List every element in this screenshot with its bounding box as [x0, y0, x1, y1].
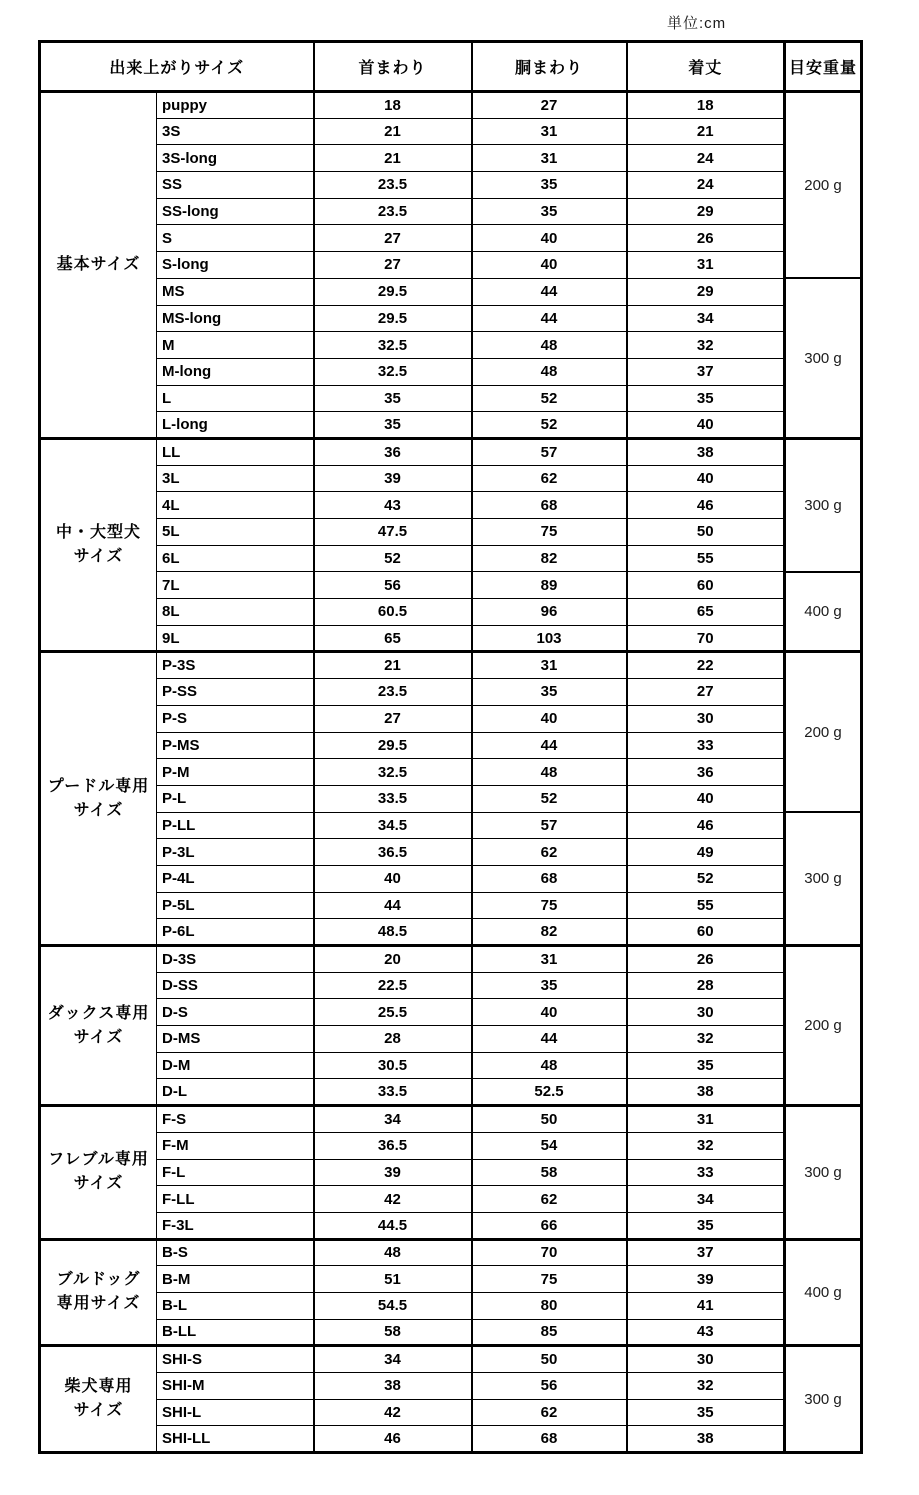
chest-value-cell: 57: [472, 812, 627, 839]
length-value-cell: 32: [627, 1373, 785, 1400]
category-line: サイズ: [73, 801, 124, 819]
category-line: ブルドッグ: [56, 1271, 141, 1289]
chest-value-cell: 35: [472, 172, 627, 199]
chest-value-cell: 85: [472, 1319, 627, 1346]
table-row: [40, 599, 862, 626]
neck-value-cell: 36.5: [314, 839, 472, 866]
chest-value-cell: 35: [472, 198, 627, 225]
size-table-body: [40, 92, 862, 1453]
length-value-cell: 24: [627, 145, 785, 172]
length-value-cell: 26: [627, 946, 785, 973]
neck-value-cell: 23.5: [314, 679, 472, 706]
neck-value-cell: 32.5: [314, 332, 472, 359]
neck-value-cell: 22.5: [314, 972, 472, 999]
neck-value-cell: 34: [314, 1346, 472, 1373]
table-row: [40, 1292, 862, 1319]
neck-value-cell: 29.5: [314, 305, 472, 332]
category-line: プードル専用: [47, 777, 150, 795]
length-value-cell: 46: [627, 492, 785, 519]
length-value-cell: 31: [627, 1106, 785, 1133]
table-row: [40, 679, 862, 706]
length-value-cell: 38: [627, 1426, 785, 1453]
table-row: [40, 118, 862, 145]
chest-value-cell: 40: [472, 225, 627, 252]
size-name-cell: 3S-long: [157, 145, 314, 172]
table-row: [40, 1186, 862, 1213]
category-cell: [40, 1346, 157, 1453]
neck-value-cell: 36: [314, 438, 472, 465]
length-value-cell: 35: [627, 1399, 785, 1426]
chest-value-cell: 27: [472, 92, 627, 119]
chest-value-cell: 68: [472, 492, 627, 519]
length-value-cell: 70: [627, 625, 785, 652]
size-name-cell: P-5L: [157, 892, 314, 919]
table-row: [40, 919, 862, 946]
chest-value-cell: 82: [472, 919, 627, 946]
length-value-cell: 24: [627, 172, 785, 199]
neck-value-cell: 58: [314, 1319, 472, 1346]
table-row: [40, 198, 862, 225]
neck-value-cell: 48.5: [314, 919, 472, 946]
length-value-cell: 27: [627, 679, 785, 706]
neck-value-cell: 65: [314, 625, 472, 652]
table-row: [40, 839, 862, 866]
header-length: 着丈: [627, 42, 785, 92]
table-row: [40, 172, 862, 199]
size-name-cell: 5L: [157, 519, 314, 546]
size-name-cell: MS: [157, 278, 314, 305]
length-value-cell: 39: [627, 1266, 785, 1293]
neck-value-cell: 42: [314, 1399, 472, 1426]
length-value-cell: 30: [627, 1346, 785, 1373]
chest-value-cell: 62: [472, 839, 627, 866]
chest-value-cell: 48: [472, 759, 627, 786]
length-value-cell: 55: [627, 892, 785, 919]
chest-value-cell: 70: [472, 1239, 627, 1266]
table-row: [40, 1373, 862, 1400]
neck-value-cell: 35: [314, 412, 472, 439]
table-row: [40, 1346, 862, 1373]
category-line: 中・大型犬: [55, 524, 141, 542]
neck-value-cell: 28: [314, 1026, 472, 1053]
length-value-cell: 33: [627, 732, 785, 759]
category-line: サイズ: [73, 1402, 124, 1420]
length-value-cell: 43: [627, 1319, 785, 1346]
size-name-cell: P-MS: [157, 732, 314, 759]
length-value-cell: 52: [627, 865, 785, 892]
weight-cell: 200 g: [785, 652, 862, 812]
chest-value-cell: 54: [472, 1132, 627, 1159]
neck-value-cell: 27: [314, 225, 472, 252]
size-name-cell: 8L: [157, 599, 314, 626]
size-name-cell: S-long: [157, 252, 314, 279]
size-name-cell: P-4L: [157, 865, 314, 892]
size-name-cell: P-L: [157, 785, 314, 812]
neck-value-cell: 20: [314, 946, 472, 973]
size-name-cell: B-LL: [157, 1319, 314, 1346]
chest-value-cell: 56: [472, 1373, 627, 1400]
length-value-cell: 37: [627, 358, 785, 385]
neck-value-cell: 29.5: [314, 278, 472, 305]
length-value-cell: 30: [627, 705, 785, 732]
neck-value-cell: 42: [314, 1186, 472, 1213]
table-row: [40, 412, 862, 439]
table-row: [40, 759, 862, 786]
size-name-cell: F-L: [157, 1159, 314, 1186]
category-cell: [40, 438, 157, 652]
neck-value-cell: 23.5: [314, 172, 472, 199]
table-row: [40, 1266, 862, 1293]
category-cell: [40, 1106, 157, 1239]
neck-value-cell: 32.5: [314, 759, 472, 786]
category-line: 柴犬専用: [64, 1378, 133, 1396]
chest-value-cell: 35: [472, 972, 627, 999]
table-row: [40, 785, 862, 812]
table-row: [40, 545, 862, 572]
size-table: [38, 40, 863, 1454]
length-value-cell: 55: [627, 545, 785, 572]
chest-value-cell: 44: [472, 732, 627, 759]
length-value-cell: 35: [627, 385, 785, 412]
size-name-cell: M-long: [157, 358, 314, 385]
length-value-cell: 37: [627, 1239, 785, 1266]
neck-value-cell: 54.5: [314, 1292, 472, 1319]
table-row: [40, 1132, 862, 1159]
size-name-cell: F-LL: [157, 1186, 314, 1213]
table-row: [40, 625, 862, 652]
table-row: [40, 145, 862, 172]
neck-value-cell: 33.5: [314, 1079, 472, 1106]
length-value-cell: 18: [627, 92, 785, 119]
table-row: [40, 705, 862, 732]
neck-value-cell: 25.5: [314, 999, 472, 1026]
length-value-cell: 49: [627, 839, 785, 866]
table-row: [40, 1106, 862, 1133]
size-name-cell: B-L: [157, 1292, 314, 1319]
length-value-cell: 40: [627, 785, 785, 812]
table-row: [40, 732, 862, 759]
size-name-cell: P-S: [157, 705, 314, 732]
size-name-cell: L-long: [157, 412, 314, 439]
neck-value-cell: 27: [314, 252, 472, 279]
category-cell: [40, 652, 157, 946]
neck-value-cell: 38: [314, 1373, 472, 1400]
length-value-cell: 60: [627, 919, 785, 946]
table-row: [40, 1026, 862, 1053]
size-name-cell: S: [157, 225, 314, 252]
table-row: [40, 492, 862, 519]
length-value-cell: 40: [627, 412, 785, 439]
category-line: ダックス専用: [47, 1004, 150, 1022]
size-name-cell: SS-long: [157, 198, 314, 225]
neck-value-cell: 21: [314, 652, 472, 679]
category-line: 基本サイズ: [56, 255, 141, 273]
chest-value-cell: 52: [472, 785, 627, 812]
chest-value-cell: 82: [472, 545, 627, 572]
chest-value-cell: 62: [472, 465, 627, 492]
length-value-cell: 36: [627, 759, 785, 786]
size-name-cell: D-M: [157, 1052, 314, 1079]
size-name-cell: F-3L: [157, 1212, 314, 1239]
weight-cell: 200 g: [785, 92, 862, 279]
neck-value-cell: 35: [314, 385, 472, 412]
header-neck: 首まわり: [314, 42, 472, 92]
size-name-cell: P-LL: [157, 812, 314, 839]
header-finished-size: 出来上がりサイズ: [40, 42, 314, 92]
category-line: サイズ: [73, 1175, 124, 1193]
table-row: [40, 1319, 862, 1346]
length-value-cell: 46: [627, 812, 785, 839]
neck-value-cell: 44.5: [314, 1212, 472, 1239]
chest-value-cell: 40: [472, 705, 627, 732]
length-value-cell: 32: [627, 332, 785, 359]
table-row: [40, 946, 862, 973]
size-name-cell: F-S: [157, 1106, 314, 1133]
size-name-cell: SHI-L: [157, 1399, 314, 1426]
size-name-cell: D-3S: [157, 946, 314, 973]
chest-value-cell: 66: [472, 1212, 627, 1239]
length-value-cell: 32: [627, 1026, 785, 1053]
chest-value-cell: 31: [472, 652, 627, 679]
length-value-cell: 41: [627, 1292, 785, 1319]
category-line: 専用サイズ: [56, 1295, 141, 1313]
size-name-cell: 9L: [157, 625, 314, 652]
table-row: [40, 519, 862, 546]
neck-value-cell: 36.5: [314, 1132, 472, 1159]
chest-value-cell: 44: [472, 278, 627, 305]
size-name-cell: F-M: [157, 1132, 314, 1159]
size-name-cell: LL: [157, 438, 314, 465]
chest-value-cell: 40: [472, 999, 627, 1026]
size-name-cell: P-SS: [157, 679, 314, 706]
length-value-cell: 38: [627, 438, 785, 465]
weight-cell: 300 g: [785, 278, 862, 438]
neck-value-cell: 34.5: [314, 812, 472, 839]
chest-value-cell: 80: [472, 1292, 627, 1319]
chest-value-cell: 48: [472, 332, 627, 359]
weight-cell: 400 g: [785, 572, 862, 652]
length-value-cell: 28: [627, 972, 785, 999]
neck-value-cell: 47.5: [314, 519, 472, 546]
chest-value-cell: 75: [472, 519, 627, 546]
size-name-cell: SHI-S: [157, 1346, 314, 1373]
weight-cell: 300 g: [785, 1106, 862, 1239]
length-value-cell: 34: [627, 1186, 785, 1213]
category-line: サイズ: [73, 548, 124, 566]
neck-value-cell: 29.5: [314, 732, 472, 759]
length-value-cell: 33: [627, 1159, 785, 1186]
chest-value-cell: 75: [472, 892, 627, 919]
chest-value-cell: 44: [472, 1026, 627, 1053]
size-name-cell: P-M: [157, 759, 314, 786]
size-name-cell: SHI-LL: [157, 1426, 314, 1453]
table-row: [40, 1052, 862, 1079]
chest-value-cell: 52: [472, 412, 627, 439]
category-line: サイズ: [73, 1028, 124, 1046]
size-name-cell: 4L: [157, 492, 314, 519]
neck-value-cell: 30.5: [314, 1052, 472, 1079]
weight-cell: 200 g: [785, 946, 862, 1106]
chest-value-cell: 31: [472, 145, 627, 172]
neck-value-cell: 39: [314, 465, 472, 492]
size-name-cell: P-6L: [157, 919, 314, 946]
chest-value-cell: 31: [472, 118, 627, 145]
neck-value-cell: 46: [314, 1426, 472, 1453]
size-name-cell: puppy: [157, 92, 314, 119]
neck-value-cell: 60.5: [314, 599, 472, 626]
size-name-cell: M: [157, 332, 314, 359]
size-name-cell: MS-long: [157, 305, 314, 332]
length-value-cell: 29: [627, 198, 785, 225]
chest-value-cell: 35: [472, 679, 627, 706]
neck-value-cell: 43: [314, 492, 472, 519]
neck-value-cell: 48: [314, 1239, 472, 1266]
neck-value-cell: 52: [314, 545, 472, 572]
length-value-cell: 30: [627, 999, 785, 1026]
length-value-cell: 35: [627, 1212, 785, 1239]
length-value-cell: 21: [627, 118, 785, 145]
chest-value-cell: 62: [472, 1399, 627, 1426]
chest-value-cell: 68: [472, 1426, 627, 1453]
table-row: [40, 252, 862, 279]
table-row: [40, 1212, 862, 1239]
neck-value-cell: 33.5: [314, 785, 472, 812]
neck-value-cell: 34: [314, 1106, 472, 1133]
size-name-cell: P-3L: [157, 839, 314, 866]
size-name-cell: SS: [157, 172, 314, 199]
table-row: [40, 1399, 862, 1426]
size-name-cell: 7L: [157, 572, 314, 599]
size-name-cell: SHI-M: [157, 1373, 314, 1400]
table-row: [40, 1159, 862, 1186]
size-name-cell: D-MS: [157, 1026, 314, 1053]
chest-value-cell: 48: [472, 358, 627, 385]
length-value-cell: 29: [627, 278, 785, 305]
neck-value-cell: 32.5: [314, 358, 472, 385]
size-name-cell: 3L: [157, 465, 314, 492]
size-name-cell: P-3S: [157, 652, 314, 679]
size-name-cell: 3S: [157, 118, 314, 145]
table-row: [40, 999, 862, 1026]
chest-value-cell: 52: [472, 385, 627, 412]
chest-value-cell: 50: [472, 1106, 627, 1133]
category-line: フレブル専用: [48, 1151, 149, 1169]
neck-value-cell: 51: [314, 1266, 472, 1293]
table-row: [40, 438, 862, 465]
size-name-cell: B-M: [157, 1266, 314, 1293]
chest-value-cell: 62: [472, 1186, 627, 1213]
table-row: [40, 358, 862, 385]
chest-value-cell: 57: [472, 438, 627, 465]
neck-value-cell: 21: [314, 118, 472, 145]
size-name-cell: L: [157, 385, 314, 412]
table-row: [40, 92, 862, 119]
length-value-cell: 34: [627, 305, 785, 332]
size-name-cell: D-L: [157, 1079, 314, 1106]
neck-value-cell: 21: [314, 145, 472, 172]
size-name-cell: D-S: [157, 999, 314, 1026]
table-row: [40, 278, 862, 305]
neck-value-cell: 39: [314, 1159, 472, 1186]
weight-cell: 300 g: [785, 1346, 862, 1453]
chest-value-cell: 44: [472, 305, 627, 332]
neck-value-cell: 56: [314, 572, 472, 599]
size-name-cell: D-SS: [157, 972, 314, 999]
table-row: [40, 225, 862, 252]
length-value-cell: 26: [627, 225, 785, 252]
chest-value-cell: 31: [472, 946, 627, 973]
weight-cell: 400 g: [785, 1239, 862, 1346]
table-row: [40, 305, 862, 332]
category-cell: [40, 92, 157, 439]
chest-value-cell: 103: [472, 625, 627, 652]
neck-value-cell: 18: [314, 92, 472, 119]
header-row: [40, 42, 862, 92]
size-name-cell: 6L: [157, 545, 314, 572]
chest-value-cell: 58: [472, 1159, 627, 1186]
table-row: [40, 892, 862, 919]
chest-value-cell: 40: [472, 252, 627, 279]
category-cell: [40, 1239, 157, 1346]
table-row: [40, 865, 862, 892]
size-name-cell: B-S: [157, 1239, 314, 1266]
weight-cell: 300 g: [785, 438, 862, 571]
neck-value-cell: 40: [314, 865, 472, 892]
chest-value-cell: 89: [472, 572, 627, 599]
table-row: [40, 332, 862, 359]
neck-value-cell: 23.5: [314, 198, 472, 225]
length-value-cell: 40: [627, 465, 785, 492]
table-row: [40, 385, 862, 412]
neck-value-cell: 44: [314, 892, 472, 919]
table-row: [40, 812, 862, 839]
length-value-cell: 31: [627, 252, 785, 279]
unit-label: 単位:cm: [667, 15, 727, 32]
chest-value-cell: 96: [472, 599, 627, 626]
length-value-cell: 60: [627, 572, 785, 599]
category-cell: [40, 946, 157, 1106]
length-value-cell: 22: [627, 652, 785, 679]
weight-cell: 300 g: [785, 812, 862, 945]
table-row: [40, 1426, 862, 1453]
length-value-cell: 65: [627, 599, 785, 626]
chest-value-cell: 48: [472, 1052, 627, 1079]
table-row: [40, 465, 862, 492]
table-row: [40, 972, 862, 999]
header-chest: 胴まわり: [472, 42, 627, 92]
length-value-cell: 50: [627, 519, 785, 546]
table-row: [40, 1239, 862, 1266]
table-row: [40, 652, 862, 679]
chest-value-cell: 68: [472, 865, 627, 892]
table-row: [40, 572, 862, 599]
table-row: [40, 1079, 862, 1106]
length-value-cell: 32: [627, 1132, 785, 1159]
length-value-cell: 35: [627, 1052, 785, 1079]
length-value-cell: 38: [627, 1079, 785, 1106]
chest-value-cell: 75: [472, 1266, 627, 1293]
chest-value-cell: 50: [472, 1346, 627, 1373]
neck-value-cell: 27: [314, 705, 472, 732]
chest-value-cell: 52.5: [472, 1079, 627, 1106]
header-weight: 目安重量: [785, 42, 862, 92]
